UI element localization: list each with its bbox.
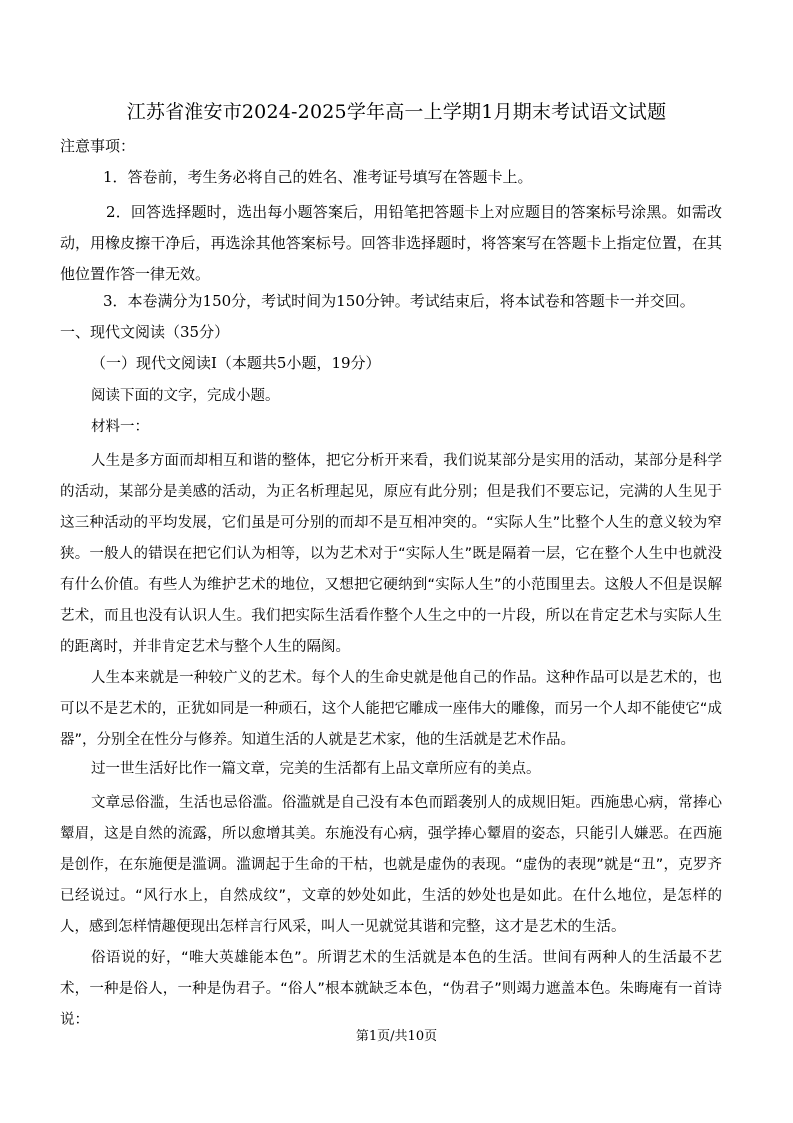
reading-instruction: 阅读下面的文字，完成小题。 bbox=[91, 388, 280, 404]
paragraph: 人生是多方面而却相互和谐的整体，把它分析开来看，我们说某部分是实用的活动，某部分是科学的活动，某部分是美感的活动，为正名析理起见，原应有此分别；但是我们不要忘记，完满的人生见于这三种活动的平均发展，它们虽是可分别的而却不是互相冲突的。“实际人生”比整个人生的意义较为窄狭。一般人的错误在把它们认为相等，以为艺术对于“实际人生”既是隔着一层，它在整个人生中也就没有什么价值。有些人为维护艺术的地位，又想把它硬纳到“实际人生”的小范围里去。这般人不但是误解艺术，而且也没有认识人生。我们把实际生活看作整个人生之中的一片段，所以在肯定艺术与实际人生的距离时，并非肯定艺术与整个人生的隔阂。 bbox=[60, 453, 722, 655]
paragraph: 过一世生活好比作一篇文章，完美的生活都有上品文章所应有的美点。 bbox=[91, 761, 541, 777]
section-heading: 一、现代文阅读（35分） bbox=[60, 323, 230, 341]
paragraph: 俗语说的好，“唯大英雄能本色”。所谓艺术的生活就是本色的生活。世间有两种人的生活最不艺术，一种是俗人，一种是伪君子。“俗人”根本就缺乏本色，“伪君子”则竭力遮盖本色。朱晦庵有一首诗说： bbox=[60, 950, 722, 1028]
document-title: 江苏省淮安市2024-2025学年高一上学期1月期末考试语文试题 bbox=[126, 101, 667, 123]
paragraph: 文章忌俗滥，生活也忌俗滥。俗滥就是自己没有本色而蹈袭别人的成规旧矩。西施患心病，常捧心颦眉，这是自然的流露，所以愈增其美。东施没有心病，强学捧心颦眉的姿态，只能引人嫌恶。在西施是创作，在东施便是滥调。滥调起于生命的干枯，也就是虚伪的表现。“虚伪的表现”就是“丑”，克罗齐已经说过。“风行水上，自然成纹”，文章的妙处如此，生活的妙处也是如此。在什么地位，是怎样的人，感到怎样情趣便现出怎样言行风采，叫人一见就觉其谐和完整，这才是艺术的生活。 bbox=[60, 795, 722, 935]
material-label: 材料一： bbox=[91, 419, 149, 435]
notice-item-2: 2．回答选择题时，选出每小题答案后，用铅笔把答题卡上对应题目的答案标号涂黑。如需改动，用橡皮擦干净后，再选涂其他答案标号。回答非选择题时，将答案写在答题卡上指定位置，在其他位置作答一律无效。 bbox=[60, 203, 722, 283]
notice-item-3: 3．本卷满分为150分，考试时间为150分钟。考试结束后，将本试卷和答题卡一并交回。 bbox=[103, 292, 695, 310]
subsection-heading: （一）现代文阅读Ⅰ（本题共5小题，19分） bbox=[91, 354, 381, 372]
page-number: 第1页/共10页 bbox=[355, 1029, 438, 1044]
notice-heading: 注意事项： bbox=[60, 137, 136, 155]
notice-item-1: 1．答卷前，考生务必将自己的姓名、准考证号填写在答题卡上。 bbox=[103, 168, 533, 186]
paragraph: 人生本来就是一种较广义的艺术。每个人的生命史就是他自己的作品。这种作品可以是艺术的，也可以不是艺术的，正犹如同是一种顽石，这个人能把它雕成一座伟大的雕像，而另一个人却不能使它“成器”，分别全在性分与修养。知道生活的人就是艺术家，他的生活就是艺术作品。 bbox=[60, 670, 722, 748]
